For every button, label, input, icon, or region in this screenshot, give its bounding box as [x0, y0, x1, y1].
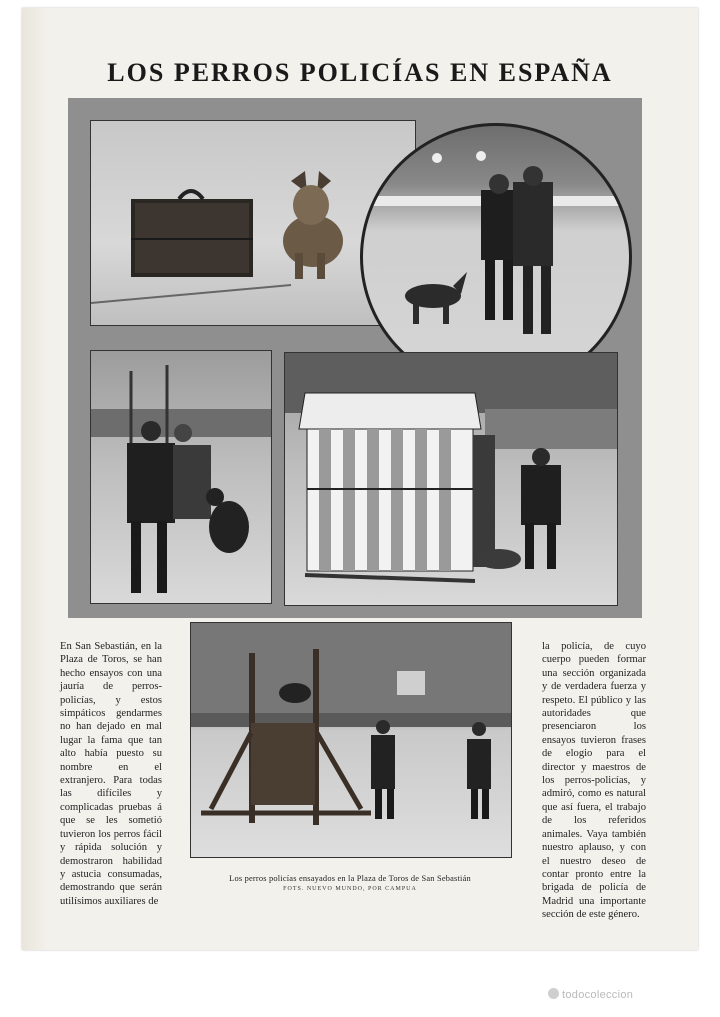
photo-credit: FOTS. NUEVO MUNDO, POR CAMPUA — [283, 886, 417, 892]
page-torn-edge — [22, 8, 48, 950]
watermark — [548, 988, 633, 1001]
page-title: LOS PERROS POLICÍAS EN ESPAÑA — [107, 58, 613, 87]
photo-officers-jumping-dog — [90, 350, 272, 604]
photo-striped-hut-drawing — [285, 353, 617, 605]
photo-striped-hut — [284, 352, 618, 606]
photo-officers-dog-circle — [360, 123, 632, 391]
hut-stripes — [307, 429, 473, 571]
photo-caption: Los perros policías ensayados en la Plaza de Toros de San Sebastián — [229, 874, 471, 883]
article-right-column: la policía, de cuyo cuerpo pueden formar una sección organizada y de verdadera fuerza y respeto. El público y las autoridades que presenciaron los ensayos tuvieron frases de elogio para el director y maestros de los perros-policías, y admiró, como es natural que así fuera, el trabajo de los referidos animales. Vaya también nuestro aplauso, y con el nuestro deseo de contar pronto entre la brigada de policía de Madrid una importante sección de este género. — [542, 641, 646, 921]
article-left-column: En San Sebastián, en la Plaza de Toros, se han hecho ensayos con una jauría de perros-policías, y estos simpáticos gendarmes no han dejado en mal lugar la fama que tan alto había puesto su nombre en el extranjero. Para todas las difíciles y complicadas pruebas á que se les sometió tuvieron los perros fácil y rápida solución y demostraron habilidad y astucia consumadas, demostrando que serán utilísimos auxiliares de — [60, 641, 162, 907]
photo-officers-jumping-dog-drawing — [91, 351, 271, 603]
photo-officers-dog-circle-drawing — [363, 126, 629, 388]
watermark-text: todocoleccion — [562, 989, 634, 1001]
photo-wooden-frame-drawing — [191, 623, 511, 857]
photo-wooden-frame — [190, 622, 512, 858]
todocoleccion-logo-icon — [548, 988, 559, 999]
